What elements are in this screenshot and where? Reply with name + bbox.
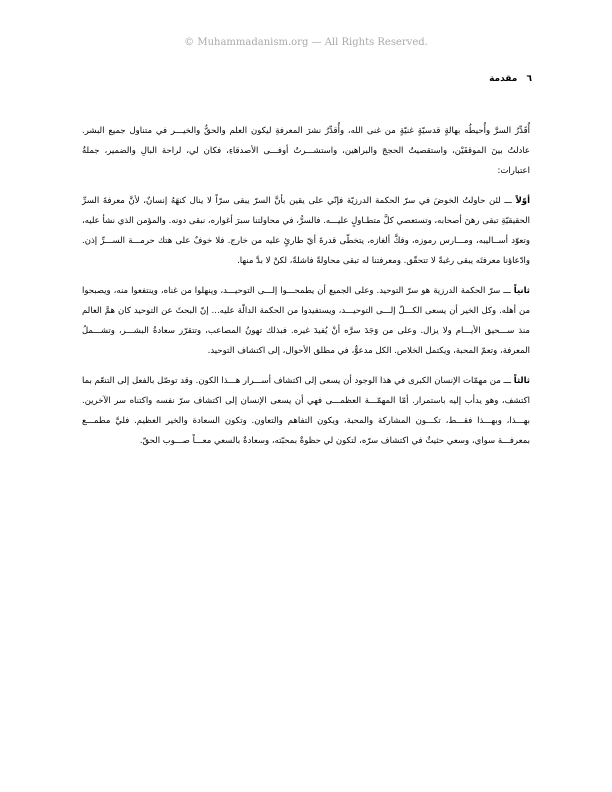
paragraph-intro: [82, 121, 530, 181]
paragraph-text: أُقَدِّرُ السرَّ وأُحيطُه بهالةٍ قدسيّةٍ غنيّةٍ من غنى الله، وأُقدِّرُ نشرَ المعرفةِ ليكون العلم والحقُّ والخيـــر في متناول جميع البشر. عادلتُ بينَ الموقفَيْن، واستقصيتُ الحججَ والبراهين، واستشـــرتُ أوفـــى الأصدقاءِ، فكان لي، لراحة البالِ والضمير، جملةُ اعتبارات:: [82, 126, 530, 176]
paragraph-second: [82, 281, 530, 361]
running-header: [489, 74, 532, 84]
page-number: ٦: [526, 74, 532, 84]
body-text: [82, 121, 530, 461]
paragraph-lead: أوّلاً: [515, 196, 530, 206]
paragraph-lead: ثالثاً: [513, 376, 530, 386]
chapter-title: مقدمة: [489, 74, 518, 84]
paragraph-third: [82, 371, 530, 451]
paragraph-text: ـــ لئن حاولتُ الخوضَ في سرّ الحكمة الدرزيّة فإنّي على يقين بأنَّ السرّ يبقى سرّاً لا ينال كنهَهُ إنسانٌ، لأنَّ معرفةَ السرِّ الحقيقيّةِ تبقى رهنَ أصحابه، وتستعصي كلَّ متطـاولٍ عليـــه. فالسرُّ، في محاولتنا سبرَ أغواره، نبقى دونه. والمؤمن الذي نشأ عليه، وتعوّد أســاليبه، ومـــارس رموزه، وفكَّ ألغازه، يتخطّى قدرةَ أيّ طارئٍ عليه من خارج. فلا خوفٌ على هتك حرمـــة الســـرِّ إذن. وادّعاؤنا معرفتَه يبقى رغبةً لا تتحقّق. ومعرفتنا له تبقى محاولةً فاشلةً، لكنْ لا بدَّ منها.: [82, 196, 530, 266]
paragraph-lead: ثانياً: [513, 286, 530, 296]
paragraph-first: [82, 191, 530, 271]
paragraph-text: ـــ سرّ الحكمة الدرزية هو سرّ التوحيد. وعلى الجميع أن يطمحـــوا إلـــى التوحيـــد، وينهلوا من غناه، وينتفعوا منه، ويصبحوا من أهله. وكل الخير أن يسعى الكـــلّ إلـــى التوحيـــد، ويستفيدوا من الحكمة الدالّة عليه... إنّ البحثَ عن التوحيد كان همَّ العالم منذ ســـحيق الأيـــام ولا يزال. وعلى من وَجَدَ سرَّه أنْ يُفيدَ غيره. فبذلك تهونُ المصاعب، وتتقرّر سعادةُ البشـــر، وتشـــملُ المعرفة، وتعمّ المحبة، ويكتمل الخلاص. الكل مدعوٌّ، في مطلق الأحوال، إلى اكتشاف التوحيد.: [82, 286, 530, 356]
paragraph-text: ـــ من مهمّات الإنسان الكبرى في هذا الوجود أن يسعى إلى اكتشاف أســـرار هـــذا الكون. وقد توصّل بالفعل إلى التنعّم بما اكتشف، وهو يدأب إليه باستمرار. أمّا المهمّـــة العظمـــى فهي أن يسعى الإنسان إلى اكتشاف سرّ نفسه واكتناه سر الآخرين. بهـــذا، وبهـــذا فقـــط، تكـــون المشاركة والمحبة، ويكون التفاهم والتعاون. وتكون السعادة والخير العظيم. فليَّ مطمـــع بمعرفـــة سواي، وسعي حثيثٌ في اكتشاف سرّه، لتكون لي حظوةٌ بمحبّته، وسعادةٌ بالسعي معـــاً صـــوب الحقّ.: [82, 376, 530, 446]
copyright-watermark: © Muhammadanism.org — All Rights Reserved.: [184, 37, 428, 48]
